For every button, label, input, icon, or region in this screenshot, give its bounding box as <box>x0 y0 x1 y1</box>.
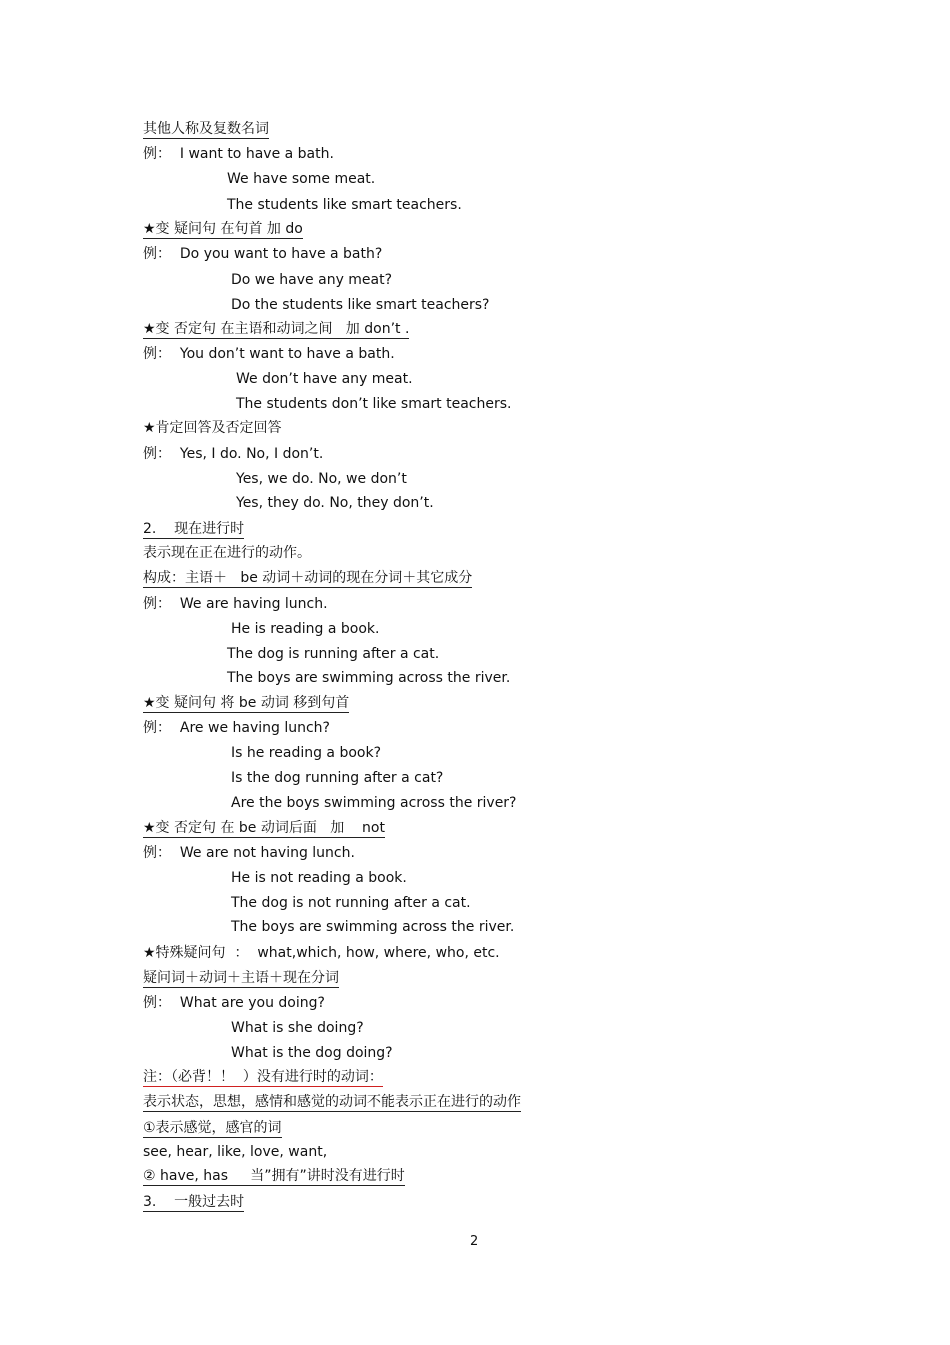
text-line-content: 构成：主语＋ be 动词＋动词的现在分词＋其它成分 <box>143 570 473 586</box>
text-line <box>231 620 379 638</box>
text-line-content: ★肯定回答及否定回答 <box>143 420 282 436</box>
text-line-content: ①表示感觉，感官的词 <box>143 1120 282 1136</box>
text-line-content: The students like smart teachers. <box>227 197 462 213</box>
text-line-content: He is not reading a book. <box>231 870 407 886</box>
text-line <box>143 1068 383 1086</box>
text-line <box>231 1019 364 1037</box>
text-line-content: The dog is running after a cat. <box>227 646 440 662</box>
text-line <box>231 794 517 812</box>
text-line-content: 表示现在正在进行的动作。 <box>143 545 311 561</box>
text-line <box>143 120 269 138</box>
text-line <box>143 819 385 837</box>
text-line-content: The students don’t like smart teachers. <box>236 396 512 412</box>
text-line-content: 例： What are you doing? <box>143 995 325 1011</box>
text-line-content: Yes, we do. No, we don’t <box>236 471 407 487</box>
text-line-content: ★变 疑问句 将 be 动词 移到句首 <box>143 695 350 711</box>
text-line <box>143 944 500 962</box>
text-line <box>227 645 439 663</box>
text-line-content: 2. 现在进行时 <box>143 521 245 537</box>
text-line-content: He is reading a book. <box>231 621 380 637</box>
text-line-content: 3. 一般过去时 <box>143 1194 245 1210</box>
text-line <box>143 1167 405 1185</box>
text-line-content: ★特殊疑问句 ： what,which, how, where, who, etc. <box>143 945 500 961</box>
text-line-content: 疑问词＋动词＋主语＋现在分词 <box>143 970 339 986</box>
text-line-content: ② have, has 当”拥有”讲时没有进行时 <box>143 1168 405 1184</box>
text-line-content: Do we have any meat? <box>231 272 393 288</box>
text-line-content: Is the dog running after a cat? <box>231 770 444 786</box>
text-line-content: Is he reading a book? <box>231 745 382 761</box>
text-line <box>143 569 472 587</box>
text-line <box>143 544 311 562</box>
text-line <box>143 595 328 613</box>
text-line-content: 例： You don’t want to have a bath. <box>143 346 395 362</box>
text-line-content: 注：（必背！！ ）没有进行时的动词： <box>143 1069 383 1085</box>
text-line <box>227 669 510 687</box>
text-line <box>231 769 443 787</box>
text-line-content: ★变 疑问句 在句首 加 do <box>143 221 303 237</box>
text-line <box>143 1119 282 1137</box>
page-number: 2 <box>470 1234 479 1249</box>
text-line <box>143 445 323 463</box>
text-line <box>143 320 409 338</box>
text-line <box>143 345 395 363</box>
text-line <box>143 844 355 862</box>
text-line <box>231 918 514 936</box>
text-line <box>143 1143 327 1161</box>
text-line-content: 例： Do you want to have a bath? <box>143 246 383 262</box>
text-line-content: ★变 否定句 在 be 动词后面 加 not <box>143 820 385 836</box>
text-line-content: What is she doing? <box>231 1020 364 1036</box>
text-line <box>143 969 339 987</box>
text-line <box>143 419 282 437</box>
text-line <box>227 196 462 214</box>
text-line <box>143 694 349 712</box>
text-line-content: 表示状态，思想，感情和感觉的动词不能表示正在进行的动作 <box>143 1094 521 1110</box>
text-line-content: ★变 否定句 在主语和动词之间 加 don’t . <box>143 321 410 337</box>
text-line <box>231 271 392 289</box>
text-line-content: 其他人称及复数名词 <box>143 121 269 137</box>
text-line-content: Yes, they do. No, they don’t. <box>236 495 434 511</box>
text-line-content: 例： I want to have a bath. <box>143 146 334 162</box>
text-line <box>143 719 330 737</box>
text-line <box>143 520 244 538</box>
text-line-content: The dog is not running after a cat. <box>231 895 471 911</box>
text-line <box>231 744 381 762</box>
text-line <box>231 869 407 887</box>
text-line <box>227 170 375 188</box>
text-line-content: Do the students like smart teachers? <box>231 297 490 313</box>
text-line-content: The boys are swimming across the river. <box>227 670 511 686</box>
text-line <box>143 1093 521 1111</box>
text-line-content: 例： We are not having lunch. <box>143 845 355 861</box>
text-line <box>231 1044 393 1062</box>
text-line-content: Are the boys swimming across the river? <box>231 795 517 811</box>
text-line-content: We don’t have any meat. <box>236 371 413 387</box>
text-line <box>143 994 325 1012</box>
text-line <box>143 245 382 263</box>
text-line-content: The boys are swimming across the river. <box>231 919 515 935</box>
text-line <box>143 220 303 238</box>
text-line <box>236 370 413 388</box>
text-line-content: What is the dog doing? <box>231 1045 393 1061</box>
text-line-content: We have some meat. <box>227 171 376 187</box>
text-line <box>236 494 434 512</box>
text-line-content: see, hear, like, love, want, <box>143 1144 328 1160</box>
text-line <box>236 470 407 488</box>
text-line <box>231 296 490 314</box>
text-line <box>236 395 512 413</box>
text-line <box>143 145 334 163</box>
text-line <box>231 894 471 912</box>
text-line-content: 例： We are having lunch. <box>143 596 328 612</box>
text-line-content: 例： Yes, I do. No, I don’t. <box>143 446 324 462</box>
text-line <box>143 1193 244 1211</box>
text-line-content: 例： Are we having lunch? <box>143 720 330 736</box>
